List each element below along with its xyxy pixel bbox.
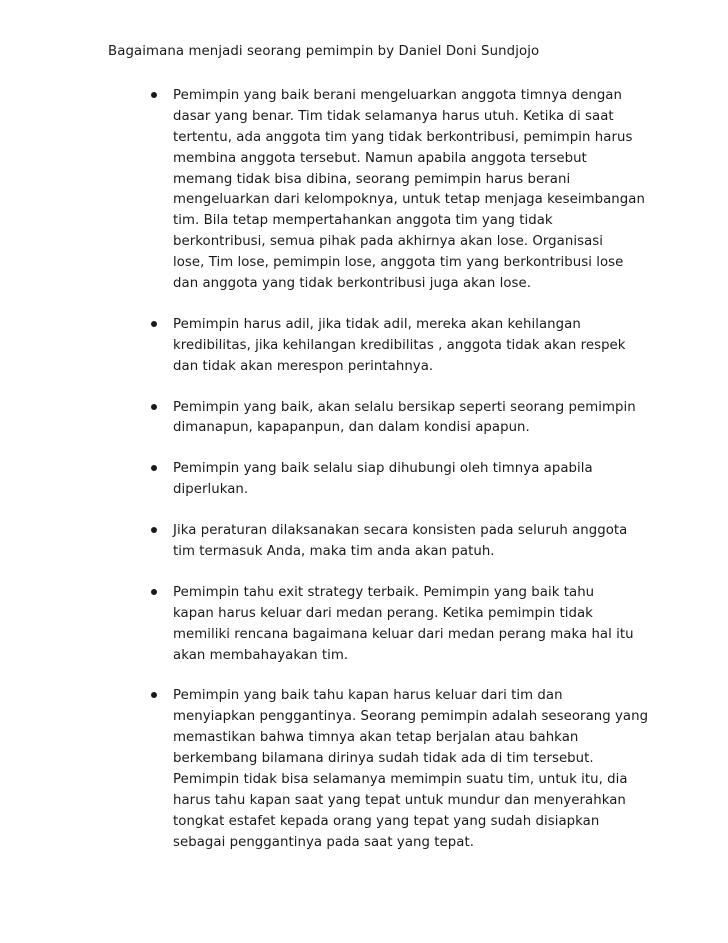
list-item bbox=[0, 686, 728, 853]
text-line: tertentu, ada anggota tim yang tidak berkontribusi, pemimpin harus bbox=[173, 129, 633, 145]
paragraph bbox=[173, 521, 643, 563]
text-line: harus tahu kapan saat yang tepat untuk mundur dan menyerahkan bbox=[173, 792, 626, 808]
bullet-icon bbox=[151, 692, 157, 698]
text-line: memiliki rencana bagaimana keluar dari medan perang maka hal itu bbox=[173, 626, 634, 642]
text-line: dasar yang benar. Tim tidak selamanya harus utuh. Ketika di saat bbox=[173, 108, 614, 124]
list-item bbox=[0, 86, 728, 295]
text-line: mengeluarkan dari kelompoknya, untuk tetap menjaga keseimbangan bbox=[173, 192, 645, 208]
text-line: Pemimpin tahu exit strategy terbaik. Pemimpin yang baik tahu bbox=[173, 584, 595, 600]
text-line: Pemimpin harus adil, jika tidak adil, mereka akan kehilangan bbox=[173, 316, 581, 332]
document-title: Bagaimana menjadi seorang pemimpin by Daniel Doni Sundjojo bbox=[108, 44, 540, 59]
text-line: membina anggota tersebut. Namun apabila anggota tersebut bbox=[173, 150, 587, 166]
text-line: Jika peraturan dilaksanakan secara konsisten pada seluruh anggota bbox=[173, 523, 628, 539]
text-line: dan anggota yang tidak berkontribusi juga akan lose. bbox=[173, 276, 532, 292]
text-line: memang tidak bisa dibina, seorang pemimpin harus berani bbox=[173, 171, 571, 187]
list-item bbox=[0, 315, 728, 378]
text-line: Pemimpin yang baik berani mengeluarkan anggota timnya dengan bbox=[173, 88, 622, 103]
list-item bbox=[0, 583, 728, 667]
bullet-icon bbox=[151, 92, 157, 98]
text-line: berkembang bilamana dirinya sudah tidak ada di tim tersebut. bbox=[173, 751, 594, 767]
paragraph bbox=[173, 315, 643, 378]
text-line: kapan harus keluar dari medan perang. Ketika pemimpin tidak bbox=[173, 605, 593, 621]
text-line: menyiapkan penggantinya. Seorang pemimpin adalah seseorang yang bbox=[173, 709, 649, 725]
bullet-icon bbox=[151, 589, 157, 595]
list-item bbox=[0, 398, 728, 440]
paragraph bbox=[173, 583, 643, 667]
text-line: diperlukan. bbox=[173, 482, 249, 498]
text-line: dimanapun, kapapanpun, dan dalam kondisi apapun. bbox=[173, 420, 530, 436]
bullet-icon bbox=[151, 527, 157, 533]
text-line: Pemimpin yang baik selalu siap dihubungi oleh timnya apabila bbox=[173, 461, 593, 477]
paragraph bbox=[173, 459, 643, 501]
text-line: akan membahayakan tim. bbox=[173, 647, 349, 663]
text-line: berkontribusi, semua pihak pada akhirnya akan lose. Organisasi bbox=[173, 234, 603, 250]
text-line: memastikan bahwa timnya akan tetap berjalan atau bahkan bbox=[173, 730, 579, 746]
text-line: dan tidak akan merespon perintahnya. bbox=[173, 358, 434, 374]
text-line: tim. Bila tetap mempertahankan anggota tim yang tidak bbox=[173, 213, 553, 229]
text-line: lose, Tim lose, pemimpin lose, anggota tim yang berkontribusi lose bbox=[173, 255, 624, 271]
list-item bbox=[0, 459, 728, 501]
text-line: Pemimpin tidak bisa selamanya memimpin suatu tim, untuk itu, dia bbox=[173, 772, 628, 788]
bullet-icon bbox=[151, 404, 157, 410]
bullet-icon bbox=[151, 321, 157, 327]
list-item bbox=[0, 521, 728, 563]
bullet-icon bbox=[151, 465, 157, 471]
text-line: sebagai penggantinya pada saat yang tepat. bbox=[173, 834, 474, 850]
paragraph bbox=[173, 398, 643, 440]
text-line: kredibilitas, jika kehilangan kredibilitas , anggota tidak akan respek bbox=[173, 337, 626, 353]
bullet-list bbox=[0, 86, 728, 874]
paragraph bbox=[173, 686, 649, 853]
paragraph bbox=[173, 86, 643, 295]
text-line: Pemimpin yang baik tahu kapan harus keluar dari tim dan bbox=[173, 688, 563, 704]
text-line: tim termasuk Anda, maka tim anda akan patuh. bbox=[173, 544, 495, 560]
text-line: tongkat estafet kepada orang yang tepat yang sudah disiapkan bbox=[173, 813, 600, 829]
text-line: Pemimpin yang baik, akan selalu bersikap seperti seorang pemimpin bbox=[173, 399, 636, 415]
